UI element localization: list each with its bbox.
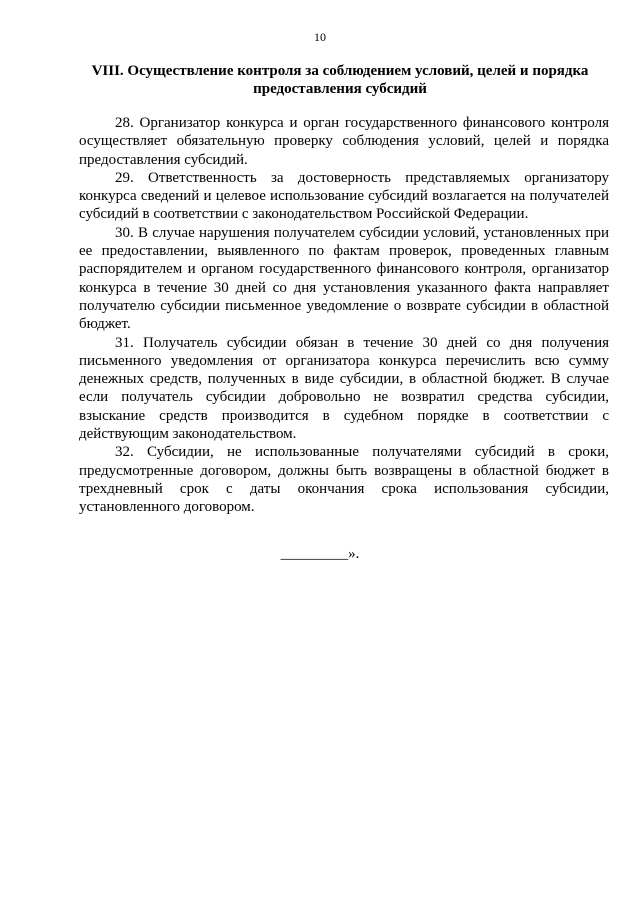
section-heading-line-2: предоставления субсидий	[253, 81, 427, 97]
section-body	[79, 114, 609, 517]
paragraph-29: 29. Ответственность за достоверность представляемых организатору конкурса сведений и целевое использование субсидий возлагается на получателей субсидий в соответствии с законодательством Российской Федерации.	[79, 169, 609, 223]
paragraph-32: 32. Субсидии, не использованные получателями субсидий в сроки, предусмотренные договором, должны быть возвращены в областной бюджет в трехдневный срок с даты окончания срока использования субсидии, установленного договором.	[79, 444, 609, 516]
page-number: 10	[314, 30, 326, 44]
paragraph-28: 28. Организатор конкурса и орган государственного финансового контроля осуществляет обязательную проверку соблюдения условий, целей и порядка предоставления субсидий.	[79, 115, 609, 168]
section-heading	[80, 62, 600, 98]
section-heading-line-1: VIII. Осуществление контроля за соблюдением условий, целей и порядка	[91, 63, 589, 79]
closing-mark: _________».	[280, 546, 360, 562]
paragraph-31: 31. Получатель субсидии обязан в течение 30 дней со дня получения письменного уведомления от организатора конкурса перечислить всю сумму денежных средств, полученных в виде субсидии, в областной бюджет. В случае если получатель субсидии добровольно не возвратил средства субсидии, взыскание средств производится в судебном порядке в соответствии с действующим законодательством.	[79, 334, 609, 443]
paragraph-30: 30. В случае нарушения получателем субсидии условий, установленных при ее предоставлении, выявленного по фактам проверок, проведенных главным распорядителем и органом государственного финансового контроля, организатор конкурса в течение 30 дней со дня установления указанного факта направляет получателю субсидии письменное уведомление о возврате субсидии в областной бюджет.	[79, 224, 609, 333]
